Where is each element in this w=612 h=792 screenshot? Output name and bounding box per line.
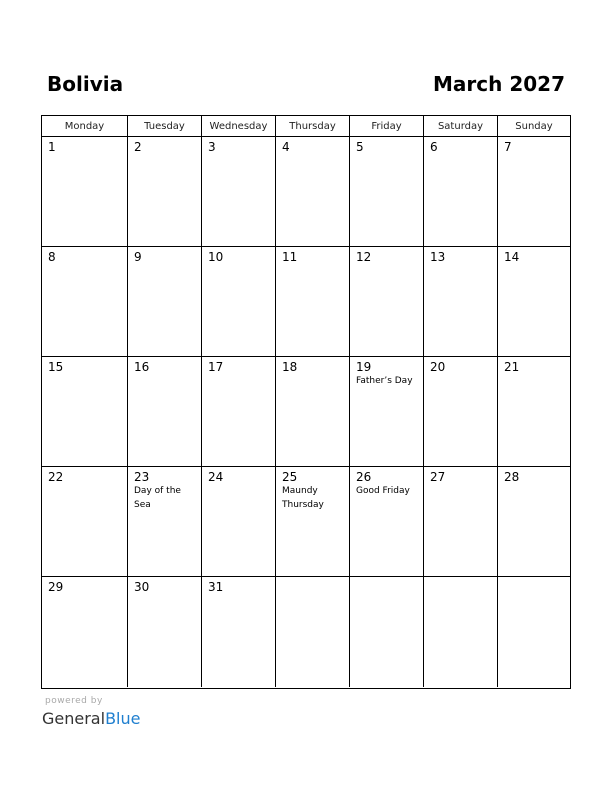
day-cell xyxy=(423,577,497,687)
day-number: 3 xyxy=(208,140,216,154)
day-number: 24 xyxy=(208,470,224,484)
day-number: 5 xyxy=(356,140,364,154)
day-cell[interactable] xyxy=(42,577,127,687)
day-cell[interactable] xyxy=(127,357,201,466)
day-number: 28 xyxy=(504,470,520,484)
week-row xyxy=(42,137,570,247)
day-number: 23 xyxy=(134,470,150,484)
day-number: 10 xyxy=(208,250,224,264)
day-number: 4 xyxy=(282,140,290,154)
weekday-header-friday: Friday xyxy=(349,116,423,137)
holiday-label: Good Friday xyxy=(356,486,410,496)
day-cell[interactable] xyxy=(42,137,127,246)
day-number: 19 xyxy=(356,360,372,374)
day-cell[interactable] xyxy=(275,467,349,576)
generalblue-logo[interactable] xyxy=(42,709,140,729)
day-cell[interactable] xyxy=(349,467,423,576)
day-cell[interactable] xyxy=(201,247,275,356)
day-cell xyxy=(497,577,570,687)
day-cell[interactable] xyxy=(42,467,127,576)
day-number: 1 xyxy=(48,140,56,154)
day-number: 13 xyxy=(430,250,446,264)
day-cell[interactable] xyxy=(201,577,275,687)
day-cell[interactable] xyxy=(497,137,570,246)
day-number: 31 xyxy=(208,580,224,594)
day-number: 26 xyxy=(356,470,372,484)
day-number: 30 xyxy=(134,580,150,594)
day-cell[interactable] xyxy=(497,467,570,576)
day-cell[interactable] xyxy=(275,247,349,356)
weekday-header-saturday: Saturday xyxy=(423,116,497,137)
day-number: 18 xyxy=(282,360,298,374)
day-number: 29 xyxy=(48,580,64,594)
day-cell[interactable] xyxy=(201,137,275,246)
day-number: 27 xyxy=(430,470,446,484)
week-row xyxy=(42,577,570,687)
day-number: 21 xyxy=(504,360,520,374)
week-row xyxy=(42,357,570,467)
holiday-label: Maundy Thursday xyxy=(282,486,324,510)
holiday-label: Day of the Sea xyxy=(134,486,181,510)
footer-branding xyxy=(42,696,140,729)
day-cell[interactable] xyxy=(127,247,201,356)
day-number: 15 xyxy=(48,360,64,374)
calendar-grid xyxy=(41,115,571,689)
day-cell[interactable] xyxy=(275,137,349,246)
day-cell[interactable] xyxy=(42,357,127,466)
weekday-header-row xyxy=(42,116,570,137)
day-number: 9 xyxy=(134,250,142,264)
day-number: 17 xyxy=(208,360,224,374)
day-number: 12 xyxy=(356,250,372,264)
day-cell[interactable] xyxy=(127,467,201,576)
holiday-label: Father’s Day xyxy=(356,376,413,386)
day-number: 2 xyxy=(134,140,142,154)
day-cell[interactable] xyxy=(497,247,570,356)
day-number: 6 xyxy=(430,140,438,154)
day-number: 25 xyxy=(282,470,298,484)
day-number: 22 xyxy=(48,470,64,484)
day-number: 16 xyxy=(134,360,150,374)
day-number: 7 xyxy=(504,140,512,154)
month-year-title: March 2027 xyxy=(433,72,565,96)
day-cell[interactable] xyxy=(349,247,423,356)
day-cell[interactable] xyxy=(423,467,497,576)
day-cell xyxy=(349,577,423,687)
weekday-header-sunday: Sunday xyxy=(497,116,570,137)
day-cell[interactable] xyxy=(201,357,275,466)
powered-by-label: powered by xyxy=(45,696,103,706)
day-number: 20 xyxy=(430,360,446,374)
weekday-header-tuesday: Tuesday xyxy=(127,116,201,137)
weekday-header-wednesday: Wednesday xyxy=(201,116,275,137)
week-row xyxy=(42,247,570,357)
day-cell[interactable] xyxy=(42,247,127,356)
day-cell[interactable] xyxy=(275,357,349,466)
day-cell[interactable] xyxy=(349,137,423,246)
day-number: 8 xyxy=(48,250,56,264)
country-title: Bolivia xyxy=(47,72,124,96)
day-cell[interactable] xyxy=(127,577,201,687)
day-cell[interactable] xyxy=(423,247,497,356)
day-cell[interactable] xyxy=(497,357,570,466)
brand-blue-text: Blue xyxy=(105,709,141,728)
weekday-header-thursday: Thursday xyxy=(275,116,349,137)
day-number: 11 xyxy=(282,250,298,264)
day-cell[interactable] xyxy=(423,137,497,246)
day-number: 14 xyxy=(504,250,520,264)
week-row xyxy=(42,467,570,577)
day-cell[interactable] xyxy=(349,357,423,466)
day-grid xyxy=(42,137,570,687)
day-cell[interactable] xyxy=(201,467,275,576)
day-cell[interactable] xyxy=(127,137,201,246)
day-cell xyxy=(275,577,349,687)
weekday-header-monday: Monday xyxy=(64,121,105,132)
brand-general-text: General xyxy=(42,709,106,728)
day-cell[interactable] xyxy=(423,357,497,466)
